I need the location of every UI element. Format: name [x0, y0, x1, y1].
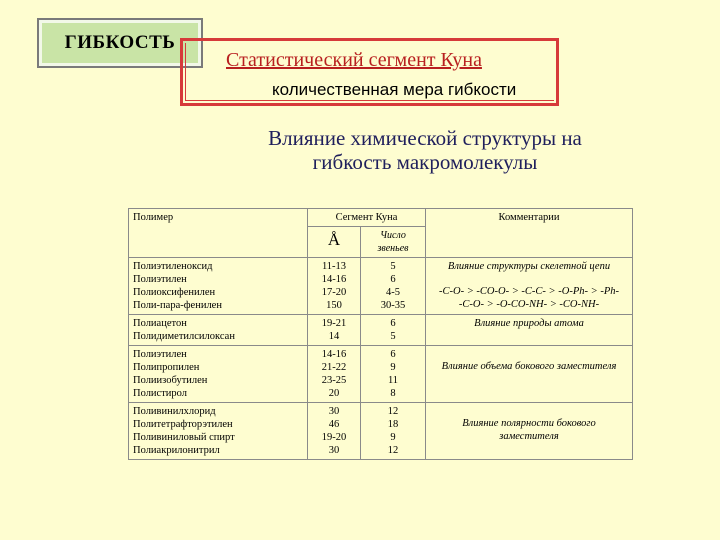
polymer-name: Полиизобутилен — [133, 375, 208, 386]
comment-text: -С-О- > -О-СО-NH- > -СО-NH- — [458, 299, 600, 310]
comment-spacer — [430, 348, 628, 360]
units-value: 12 — [387, 406, 399, 417]
polymer-name: Полистирол — [133, 388, 188, 399]
units-value: 5 — [390, 331, 396, 342]
table-row — [129, 315, 633, 346]
angstrom-cell — [308, 315, 361, 346]
comment-text: Влияние структуры скелетной цепи — [447, 261, 611, 272]
units-value: 9 — [390, 362, 396, 373]
slide-subtitle: количественная мера гибкости — [272, 80, 517, 99]
table-row — [129, 403, 633, 460]
comment-cell — [426, 315, 633, 346]
polymer-name: Полидиметилсилоксан — [133, 331, 235, 342]
kuhn-segment-table — [128, 208, 633, 460]
table-header-row — [129, 209, 633, 227]
units-value: 8 — [390, 388, 396, 399]
section-heading-line-1: Влияние химической структуры на — [268, 126, 582, 150]
comment-spacer — [430, 273, 628, 285]
units-cell — [361, 346, 426, 403]
units-cell — [361, 258, 426, 315]
units-value: 30-35 — [380, 300, 406, 311]
angstrom-cell — [308, 403, 361, 460]
header-units — [361, 227, 426, 258]
header-angstrom — [308, 227, 361, 258]
polymer-name: Полипропилен — [133, 362, 200, 373]
units-value: 11 — [387, 375, 399, 386]
comment-text: Влияние объема бокового заместителя — [441, 361, 617, 372]
angstrom-value: 19-21 — [321, 318, 347, 329]
angstrom-symbol: Å — [327, 230, 341, 249]
comment-text: Влияние природы атома — [474, 318, 584, 329]
polymer-name: Полиоксифенилен — [133, 287, 216, 298]
polymer-name: Полиакрилонитрил — [133, 445, 220, 456]
units-value: 4-5 — [386, 287, 400, 298]
polymer-cell — [129, 315, 308, 346]
topic-badge-label: ГИБКОСТЬ — [64, 32, 176, 53]
polymer-name: Полиэтиленоксид — [133, 261, 213, 272]
topic-badge — [37, 18, 203, 68]
polymer-cell — [129, 258, 308, 315]
units-value: 6 — [390, 274, 396, 285]
angstrom-value: 17-20 — [321, 287, 347, 298]
angstrom-value: 23-25 — [321, 375, 347, 386]
header-units-line-2: звеньев — [377, 243, 409, 254]
polymer-name: Поли-пара-фенилен — [133, 300, 222, 311]
angstrom-value: 20 — [328, 388, 340, 399]
units-value: 9 — [390, 432, 396, 443]
units-cell — [361, 315, 426, 346]
units-value: 6 — [390, 349, 396, 360]
angstrom-value: 14-16 — [321, 274, 347, 285]
units-value: 18 — [387, 419, 399, 430]
polymer-cell — [129, 403, 308, 460]
comment-spacer — [430, 405, 628, 417]
units-value: 5 — [390, 261, 396, 272]
angstrom-value: 150 — [326, 300, 342, 311]
angstrom-value: 14 — [328, 331, 340, 342]
polymer-name: Поливиниловый спирт — [133, 432, 235, 443]
table-row — [129, 258, 633, 315]
units-value: 12 — [387, 445, 399, 456]
angstrom-value: 21-22 — [321, 362, 347, 373]
angstrom-value: 11-13 — [321, 261, 347, 272]
section-heading-line-2: гибкость макромолекулы — [312, 150, 538, 174]
table-row — [129, 346, 633, 403]
angstrom-value: 30 — [328, 445, 340, 456]
units-value: 6 — [390, 318, 396, 329]
comment-cell — [426, 258, 633, 315]
polymer-cell — [129, 346, 308, 403]
comment-cell — [426, 346, 633, 403]
angstrom-value: 46 — [328, 419, 340, 430]
comment-text: заместителя — [499, 431, 559, 442]
polymer-name: Поливинилхлорид — [133, 406, 216, 417]
angstrom-value: 30 — [328, 406, 340, 417]
comment-text: Влияние полярности бокового — [462, 418, 596, 429]
polymer-name: Полиацетон — [133, 318, 187, 329]
polymer-name: Полиэтилен — [133, 274, 187, 285]
polymer-name: Политетрафторэтилен — [133, 419, 233, 430]
comment-text: -С-О- > -СО-О- > -С-С- > -О-Ph- > -Ph- — [439, 286, 619, 297]
angstrom-cell — [308, 346, 361, 403]
comment-cell — [426, 403, 633, 460]
header-units-line-1: Число — [380, 230, 406, 241]
angstrom-value: 19-20 — [321, 432, 347, 443]
polymer-name: Полиэтилен — [133, 349, 187, 360]
section-heading — [190, 126, 660, 174]
angstrom-cell — [308, 258, 361, 315]
header-comment: Комментарии — [426, 209, 633, 258]
header-polymer: Полимер — [129, 209, 308, 258]
units-cell — [361, 403, 426, 460]
angstrom-value: 14-16 — [321, 349, 347, 360]
header-segment: Сегмент Куна — [308, 209, 426, 227]
slide-title: Статистический сегмент Куна — [226, 49, 482, 71]
